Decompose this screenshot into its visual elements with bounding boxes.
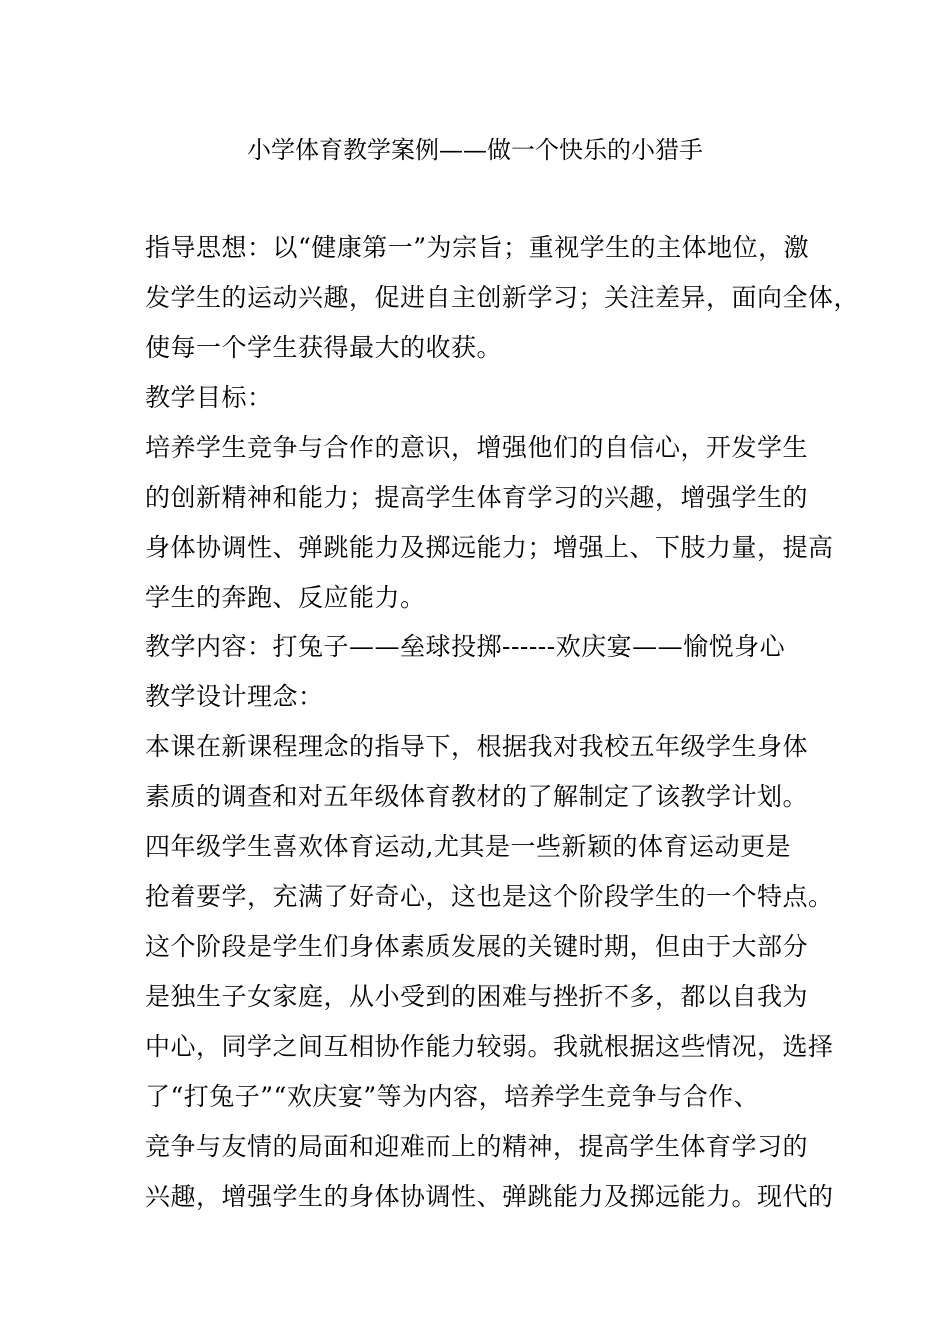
paragraph-line-goals-4: 学生的奔跑、反应能力。: [145, 583, 426, 612]
paragraph-line-concept-8: 了“打兔子”“欢庆宴”等为内容，培养学生竞争与合作、: [145, 1082, 760, 1111]
paragraph-line-concept-10: 兴趣，增强学生的身体协调性、弹跳能力及掷远能力。现代的: [145, 1182, 834, 1211]
heading-design-concept: 教学设计理念：: [145, 682, 324, 711]
paragraph-line-goals-3: 身体协调性、弹跳能力及掷远能力；增强上、下肢力量，提高: [145, 533, 834, 562]
line-teaching-content: 教学内容：打兔子——垒球投掷------欢庆宴——愉悦身心: [145, 632, 786, 661]
paragraph-line-goals-1: 培养学生竞争与合作的意识，增强他们的自信心，开发学生: [145, 433, 809, 462]
paragraph-line-guiding-3: 使每一个学生获得最大的收获。: [145, 333, 503, 362]
paragraph-line-guiding-2: 发学生的运动兴趣，促进自主创新学习；关注差异，面向全体，: [145, 283, 860, 312]
paragraph-line-concept-3: 四年级学生喜欢体育运动,尤其是一些新颖的体育运动更是: [145, 832, 791, 861]
paragraph-line-concept-1: 本课在新课程理念的指导下，根据我对我校五年级学生身体: [145, 732, 809, 761]
paragraph-line-concept-4: 抢着要学，充满了好奇心，这也是这个阶段学生的一个特点。: [145, 882, 834, 911]
paragraph-line-concept-9: 竞争与友情的局面和迎难而上的精神，提高学生体育学习的: [145, 1132, 809, 1161]
paragraph-line-goals-2: 的创新精神和能力；提高学生体育学习的兴趣，增强学生的: [145, 483, 809, 512]
paragraph-line-guiding-1: 指导思想：以“健康第一”为宗旨；重视学生的主体地位，激: [145, 233, 810, 262]
paragraph-line-concept-6: 是独生子女家庭，从小受到的困难与挫折不多，都以自我为: [145, 982, 809, 1011]
heading-teaching-goals: 教学目标：: [145, 383, 273, 412]
paragraph-line-concept-5: 这个阶段是学生们身体素质发展的关键时期，但由于大部分: [145, 932, 809, 961]
paragraph-line-concept-7: 中心，同学之间互相协作能力较弱。我就根据这些情况，选择: [145, 1032, 834, 1061]
document-title: 小学体育教学案例——做一个快乐的小猎手: [247, 136, 703, 164]
paragraph-line-concept-2: 素质的调查和对五年级体育教材的了解制定了该教学计划。: [145, 782, 809, 811]
